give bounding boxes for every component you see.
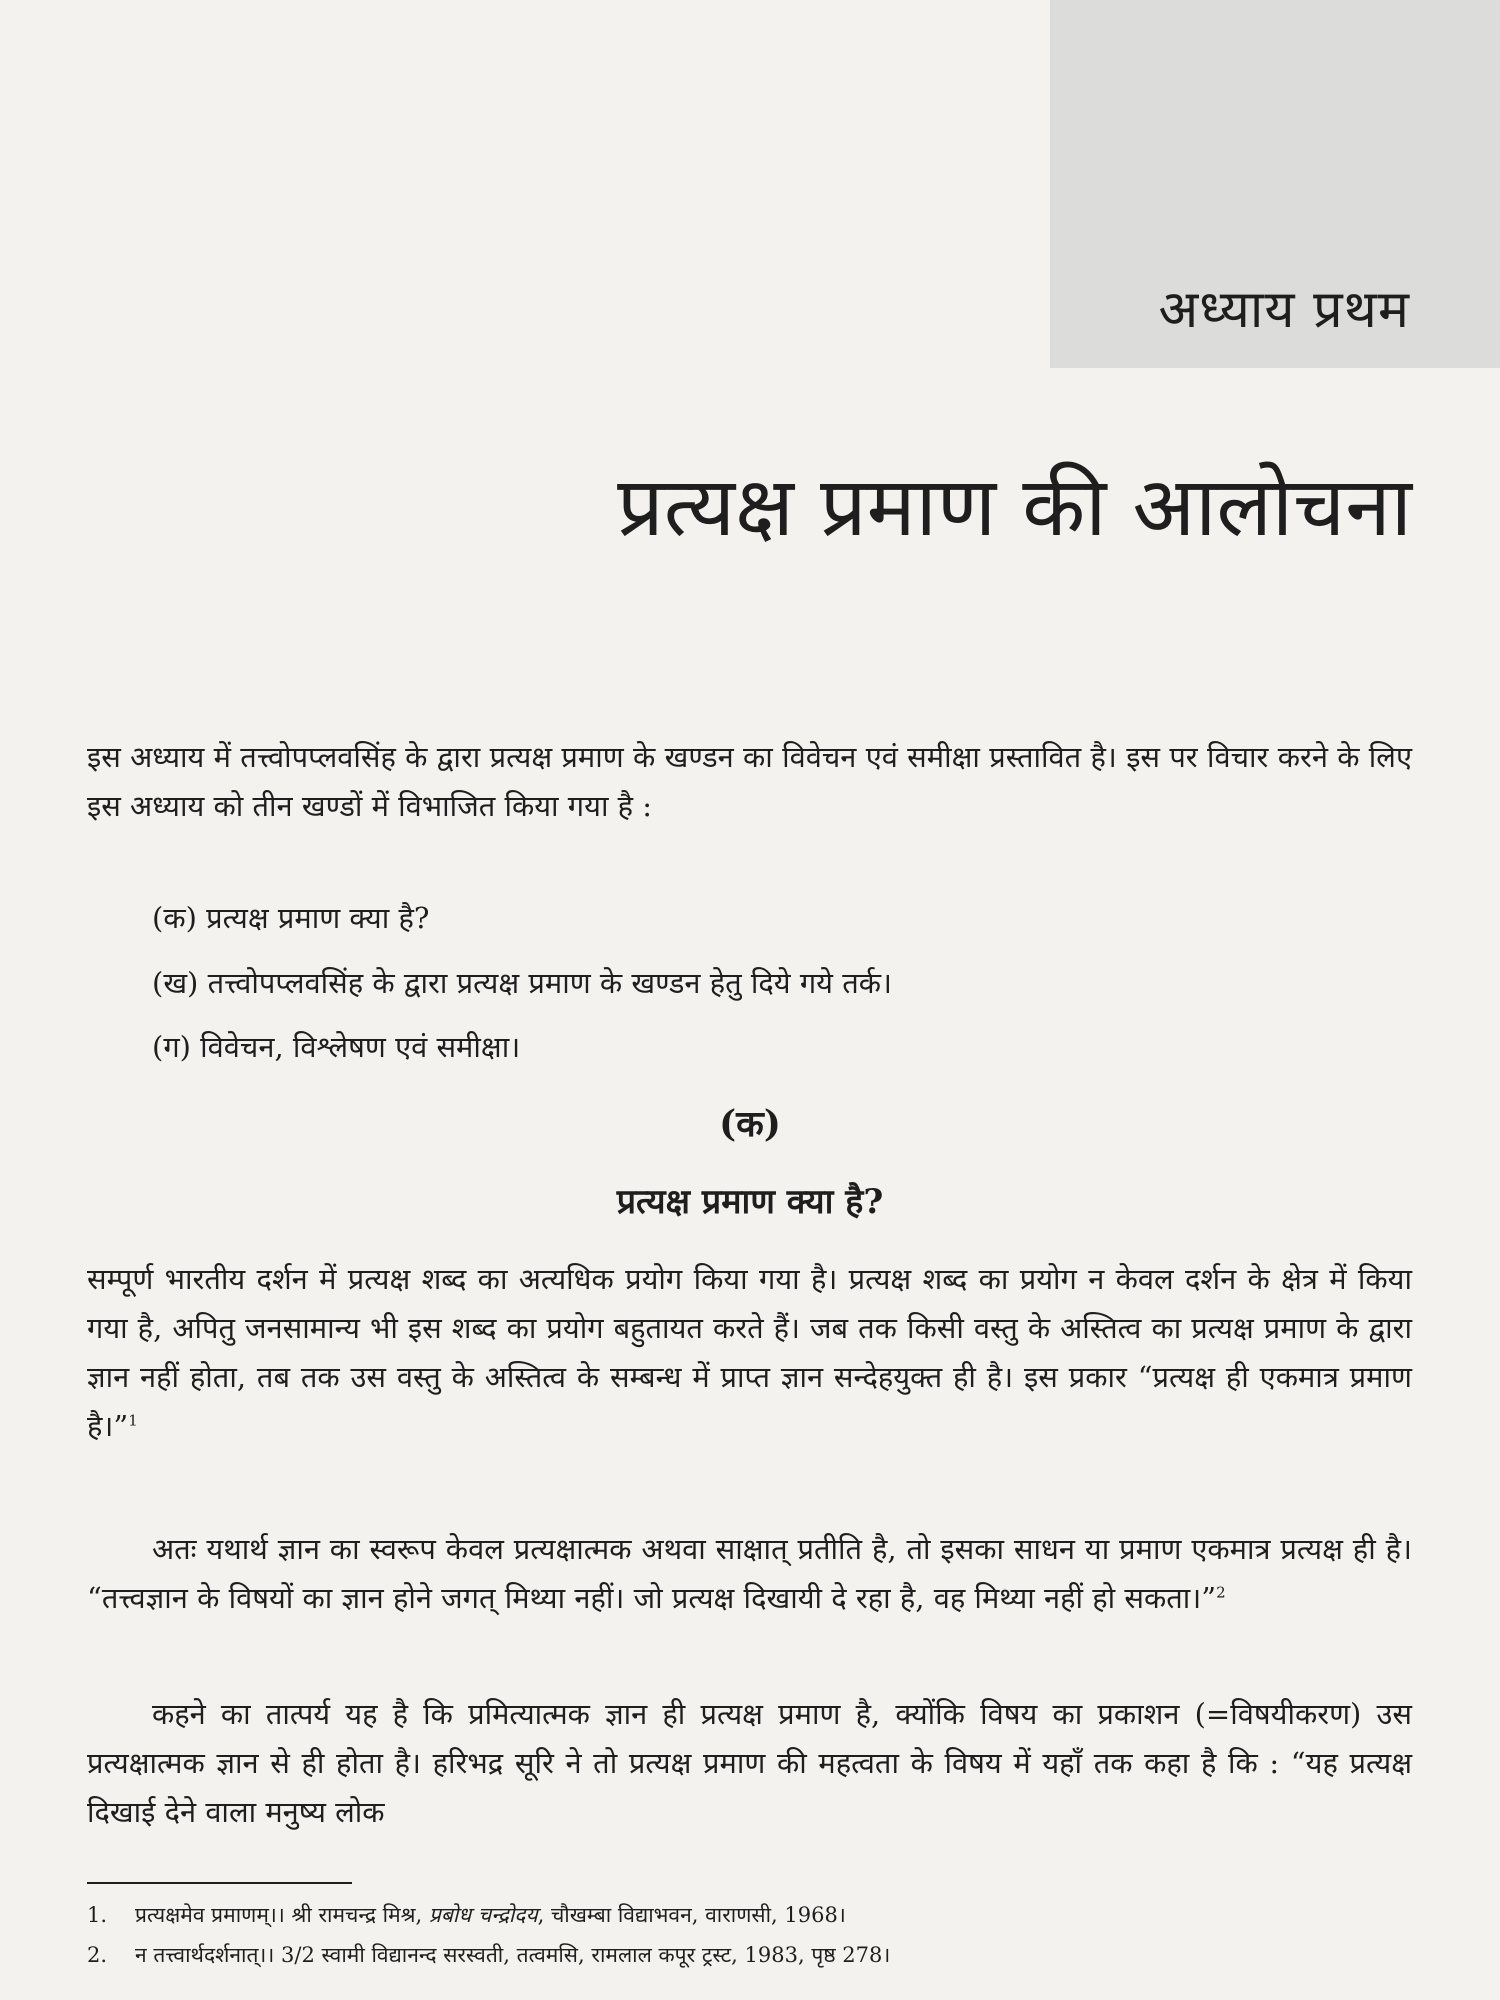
- footnote-book-title: प्रबोध चन्द्रोदय: [428, 1903, 538, 1927]
- footnote-text: , चौखम्बा विद्याभवन, वाराणसी, 1968।: [537, 1903, 846, 1927]
- paragraph-1: [87, 1255, 1412, 1451]
- footnote-number: 1.: [87, 1903, 108, 1927]
- paragraph-2: [87, 1525, 1412, 1623]
- footnote-1: [87, 1900, 1417, 1930]
- footnote-number: 2.: [87, 1943, 108, 1967]
- footnote-text: प्रत्यक्षमेव प्रमाणम्।। श्री रामचन्द्र मिश्र,: [135, 1903, 429, 1927]
- list-item: (क) प्रत्यक्ष प्रमाण क्या है?: [152, 901, 430, 935]
- footnote-text: न तत्त्वार्थदर्शनात्।। 3/2 स्वामी विद्यानन्द सरस्वती, तत्वमसि, रामलाल कपूर ट्रस्ट, 1983, पृष्ठ 278।: [135, 1943, 891, 1967]
- section-marker: (क): [719, 1103, 781, 1145]
- paragraph-1-text: सम्पूर्ण भारतीय दर्शन में प्रत्यक्ष शब्द का अत्यधिक प्रयोग किया गया है। प्रत्यक्ष शब्द का प्रयोग न केवल दर्शन के क्षेत्र में किया गया है, अपितु जनसामान्य भी इस शब्द का प्रयोग बहुतायत करते हैं। जब तक किसी वस्तु के अस्तित्व का प्रत्यक्ष प्रमाण के द्वारा ज्ञान नहीं होता, तब तक उस वस्तु के अस्तित्व के सम्बन्ध में प्राप्त ज्ञान सन्देहयुक्त ही है। इस प्रकार “प्रत्यक्ष ही एकमात्र प्रमाण है।”: [87, 1262, 1412, 1443]
- footnote-2: [87, 1940, 1417, 1970]
- list-item: (ख) तत्त्वोपप्लवसिंह के द्वारा प्रत्यक्ष प्रमाण के खण्डन हेतु दिये गये तर्क।: [152, 966, 892, 1000]
- section-heading: प्रत्यक्ष प्रमाण क्या है?: [616, 1182, 884, 1222]
- chapter-title: प्रत्यक्ष प्रमाण की आलोचना: [617, 460, 1412, 555]
- footnote-ref-2: 2: [1216, 1583, 1226, 1602]
- footnote-divider: [87, 1882, 352, 1884]
- footnote-ref-1: 1: [128, 1411, 138, 1430]
- list-item: (ग) विवेचन, विश्लेषण एवं समीक्षा।: [152, 1030, 521, 1064]
- paragraph-2-text: अतः यथार्थ ज्ञान का स्वरूप केवल प्रत्यक्षात्मक अथवा साक्षात् प्रतीति है, तो इसका साधन या प्रमाण एकमात्र प्रत्यक्ष ही है। “तत्त्वज्ञान के विषयों का ज्ञान होने जगत् मिथ्या नहीं। जो प्रत्यक्ष दिखायी दे रहा है, वह मिथ्या नहीं हो सकता।”: [87, 1532, 1412, 1615]
- paragraph-3: कहने का तात्पर्य यह है कि प्रमित्यात्मक ज्ञान ही प्रत्यक्ष प्रमाण है, क्योंकि विषय का प्रकाशन (=विषयीकरण) उस प्रत्यक्षात्मक ज्ञान से ही होता है। हरिभद्र सूरि ने तो प्रत्यक्ष प्रमाण की महत्वता के विषय में यहाँ तक कहा है कि : “यह प्रत्यक्ष दिखाई देने वाला मनुष्य लोक: [87, 1697, 1412, 1829]
- chapter-label: अध्याय प्रथम: [1158, 280, 1410, 340]
- intro-paragraph: इस अध्याय में तत्त्वोपप्लवसिंह के द्वारा प्रत्यक्ष प्रमाण के खण्डन का विवेचन एवं समीक्षा प्रस्तावित है। इस पर विचार करने के लिए इस अध्याय को तीन खण्डों में विभाजित किया गया है :: [87, 740, 1412, 823]
